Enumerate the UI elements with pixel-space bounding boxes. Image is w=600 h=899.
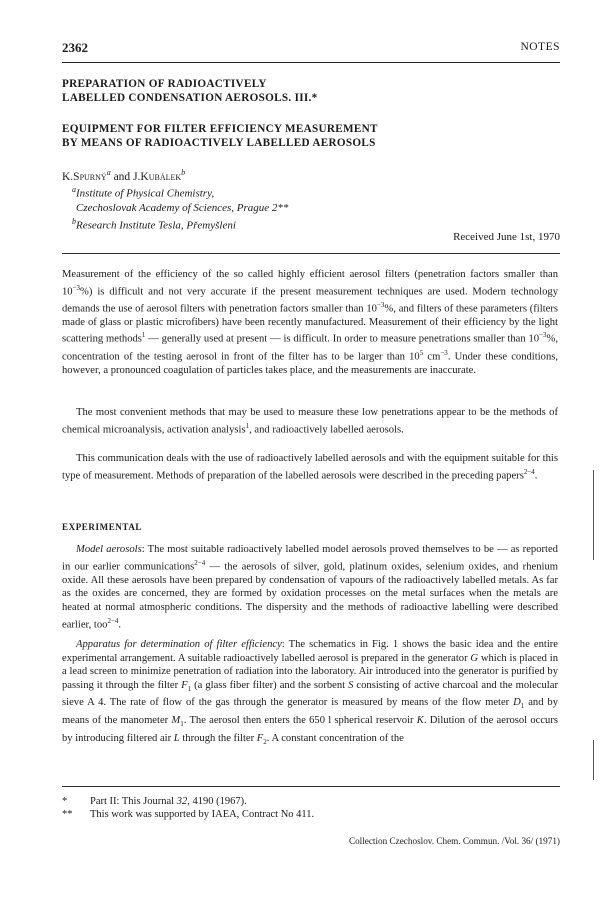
paragraph-model-aerosols bbox=[62, 543, 558, 632]
text-run: %) is difficult and not very accurate if the present measurement techniques are used. Modern technology demands the use of aerosol filters with penetration factors smaller than 10 bbox=[62, 286, 558, 315]
symbol: D bbox=[513, 697, 521, 709]
text-run: Part II: This Journal bbox=[90, 796, 177, 807]
volume-number: 32 bbox=[176, 796, 188, 807]
paragraph-2 bbox=[62, 406, 558, 437]
affiliation-mark: a bbox=[106, 168, 111, 177]
text-run: This work was supported by IAEA, Contract No 411. bbox=[90, 809, 315, 820]
affiliation-a bbox=[62, 183, 288, 201]
paragraph-1 bbox=[62, 268, 558, 377]
author-conjunction: and bbox=[110, 170, 134, 183]
text-run: and by means of the manometer bbox=[62, 697, 558, 727]
superscript: −3 bbox=[376, 300, 385, 309]
author-name: K.Spurný bbox=[62, 170, 107, 183]
section-label: NOTES bbox=[520, 41, 560, 53]
text-run: — generally used at present — is difficult. In order to measure penetrations smaller than 10 bbox=[145, 333, 540, 345]
citation-ref: 1 bbox=[245, 421, 250, 430]
symbol: S bbox=[348, 679, 354, 691]
subscript: 2 bbox=[263, 738, 267, 746]
affiliation-a-line2: Czechoslovak Academy of Sciences, Prague 2** bbox=[76, 201, 289, 214]
subscript: 1 bbox=[187, 684, 192, 693]
paragraph-title: Model aerosols bbox=[76, 544, 142, 555]
paragraph-3 bbox=[62, 452, 558, 483]
text-run: . The aerosol then enters the 650 l spherical reservoir bbox=[183, 715, 417, 727]
text-run: This communication deals with the use of radioactively labelled aerosols and with the equipment suitable for this type of measurement. Methods of preparation of the labelled aerosols were described in the preceding papers bbox=[62, 453, 558, 482]
superscript: −3 bbox=[72, 283, 81, 292]
text-run: cm bbox=[423, 351, 441, 363]
footnote-2 bbox=[62, 808, 562, 821]
text-run: %, and filters of these parameters (filters made of glass or plastic microfibers) have been recently manufactured. Measurement of their efficiency by the light scattering methods bbox=[62, 303, 558, 345]
header-rule bbox=[62, 62, 560, 63]
affiliation-b bbox=[62, 215, 288, 233]
subscript: 1 bbox=[180, 720, 184, 729]
author-name: J.Kubálek bbox=[133, 170, 182, 183]
section-heading-experimental: EXPERIMENTAL bbox=[62, 522, 143, 532]
scan-edge-mark bbox=[593, 470, 594, 560]
text-run: %, concentration of the testing aerosol in front of the filter has to be larger than 10 bbox=[62, 333, 559, 363]
text-run: (a glass fiber filter) and the sorbent bbox=[191, 679, 349, 691]
text-run: . Under these conditions, however, a pronounced coagulation of particles takes place, and the measurements are inaccurate. bbox=[62, 351, 559, 376]
text-run: : The most suitable radioactively labelled model aerosols proved themselves to be — as reported in our earlier communications bbox=[62, 544, 558, 573]
citation-ref: 2−4 bbox=[107, 616, 119, 625]
footnote-1 bbox=[62, 795, 562, 808]
title-part1-line1: PREPARATION OF RADIOACTIVELY bbox=[62, 78, 267, 90]
affiliation-b-line1: Research Institute Tesla, Přemyšleni bbox=[76, 219, 236, 232]
text-run: Measurement of the efficiency of the so called highly efficient aerosol filters (penetration factors smaller than 10 bbox=[62, 269, 558, 298]
author-line bbox=[62, 168, 185, 183]
subscript: 1 bbox=[520, 702, 525, 711]
symbol: M bbox=[171, 715, 181, 727]
text-run: . A constant concentration of the bbox=[266, 732, 404, 744]
symbol: L bbox=[173, 732, 180, 744]
text-run: — the aerosols of silver, gold, platinum oxides, selenium oxides, and rhenium oxide. All these aerosols have been prepared by condensation of vapours of the radioactively labelled metals. As far as the oxides are concerned, they are formed by oxidation processes on the metal surfaces when the metals are heated at normal atmospheric conditions. The dispersity and the methods of radioactive labelling were described earlier, too bbox=[62, 561, 558, 631]
title-part2-line1: EQUIPMENT FOR FILTER EFFICIENCY MEASUREMENT bbox=[62, 123, 378, 135]
title-part1 bbox=[62, 77, 562, 105]
symbol: F bbox=[181, 679, 188, 691]
superscript: −3 bbox=[539, 331, 547, 340]
text-run: consisting of active charcoal and the molecular sieve A 4. The rate of flow of the gas through the generator is measured by means of the flow meter bbox=[62, 679, 558, 709]
superscript: −3 bbox=[440, 348, 448, 357]
title-part2 bbox=[62, 122, 562, 150]
abstract-rule bbox=[62, 253, 560, 254]
text-run: The most convenient methods that may be used to measure these low penetrations appear to be the methods of chemical microanalysis, activation analysis bbox=[62, 407, 558, 436]
text-run: . Dilution of the aerosol occurs by introducing filtered air bbox=[62, 715, 559, 744]
title-part1-line2: LABELLED CONDENSATION AEROSOLS. III.* bbox=[62, 92, 318, 104]
page-number: 2362 bbox=[62, 40, 88, 55]
journal-footer: Collection Czechoslov. Chem. Commun. /Vol. 36/ (1971) bbox=[348, 836, 560, 846]
affiliations bbox=[62, 183, 288, 232]
text-run: which is placed in a lead screen to minimize penetration of radiation into the laboratory. Air introduced into the generator is purified by passing it through the filter bbox=[62, 652, 559, 691]
symbol: K bbox=[416, 715, 424, 727]
superscript: 5 bbox=[419, 348, 424, 357]
citation-ref: 1 bbox=[141, 331, 146, 340]
footnote-mark: ** bbox=[62, 809, 73, 820]
citation-ref: 2−4 bbox=[523, 467, 535, 476]
text-run: through the filter bbox=[179, 732, 257, 744]
paragraph-title: Apparatus for determination of filter efficiency bbox=[76, 639, 282, 650]
symbol: G bbox=[470, 652, 479, 664]
affiliation-a-line1: Institute of Physical Chemistry, bbox=[76, 187, 215, 200]
text-run: : The schematics in Fig. 1 shows the basic idea and the entire experimental arrangement. A suitable radioactively labelled aerosol is prepared in the generator bbox=[62, 639, 558, 664]
title-part2-line2: BY MEANS OF RADIOACTIVELY LABELLED AEROSOLS bbox=[62, 137, 376, 149]
text-run: . bbox=[118, 619, 122, 631]
text-run: . bbox=[534, 470, 538, 482]
footnote-mark: * bbox=[62, 796, 68, 807]
symbol: F bbox=[256, 732, 264, 744]
text-run: , 4190 (1967). bbox=[187, 796, 247, 807]
received-date: Received June 1st, 1970 bbox=[453, 231, 560, 243]
citation-ref: 2−4 bbox=[194, 558, 206, 567]
footnote-rule bbox=[62, 786, 560, 787]
paragraph-apparatus bbox=[62, 638, 558, 750]
affiliation-mark: b bbox=[72, 216, 76, 226]
scan-edge-mark bbox=[593, 740, 594, 780]
affiliation-mark: b bbox=[181, 168, 186, 177]
affiliation-mark: a bbox=[72, 185, 76, 194]
text-run: , and radioactively labelled aerosols. bbox=[249, 424, 404, 436]
